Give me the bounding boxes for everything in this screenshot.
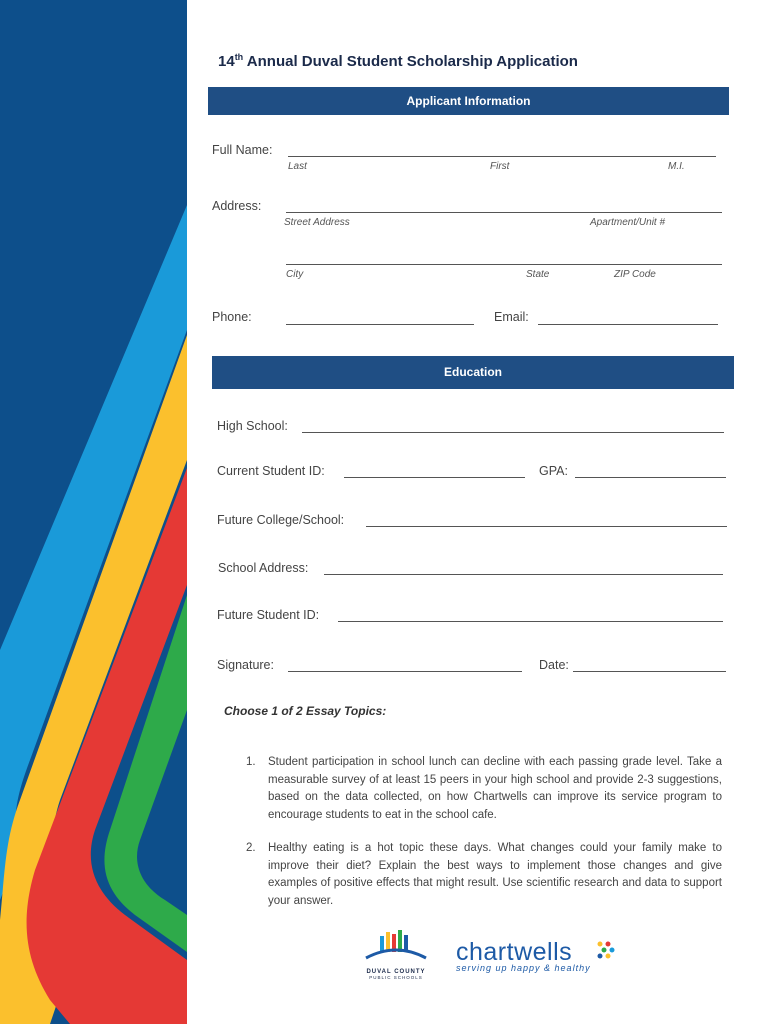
phone-field[interactable] <box>286 324 474 325</box>
chartwells-wordmark: chartwells <box>456 938 573 966</box>
essay-topic-1 <box>246 754 722 824</box>
essay-heading: Choose 1 of 2 Essay Topics: <box>224 704 387 718</box>
essay-topic-text: Student participation in school lunch can decline with each passing grade level. Take a measurable survey of at least 15 peers in your high school and provide 2-3 suggestions, based on the data collected, on how Chartwells can improve its service program to encourage students to eat in the school cafe. <box>268 756 722 821</box>
date-label: Date: <box>539 658 569 672</box>
school-address-field[interactable] <box>324 574 723 575</box>
future-college-field[interactable] <box>366 526 727 527</box>
future-college-label: Future College/School: <box>217 513 345 527</box>
street-address-field[interactable] <box>286 212 722 213</box>
chartwells-dots-icon <box>594 940 616 962</box>
section-header-applicant: Applicant Information <box>208 87 729 115</box>
duval-county-public-schools-logo <box>360 930 432 980</box>
swoosh-graphic <box>0 0 187 1024</box>
gpa-label: GPA: <box>539 464 568 478</box>
date-field[interactable] <box>573 671 726 672</box>
middle-initial-caption: M.I. <box>668 161 685 172</box>
essay-topic-number: 2. <box>246 842 256 854</box>
form-title: 14th Annual Duval Student Scholarship Application <box>218 52 578 70</box>
city-state-zip-field[interactable] <box>286 264 722 265</box>
address-label: Address: <box>212 199 262 213</box>
gpa-field[interactable] <box>575 477 726 478</box>
essay-topic-text: Healthy eating is a hot topic these days. What changes could your family make to improve their diet? Explain the best ways to implement those changes and give examples of positive effects that might result. Use scientific research and data to support your answer. <box>268 842 722 907</box>
chartwells-tagline: serving up happy & healthy <box>456 963 591 973</box>
first-name-caption: First <box>490 161 510 172</box>
email-field[interactable] <box>538 324 718 325</box>
street-address-caption: Street Address <box>284 217 350 228</box>
high-school-label: High School: <box>217 419 288 433</box>
dcps-emblem-icon <box>360 930 432 964</box>
full-name-field[interactable] <box>288 156 716 157</box>
state-caption: State <box>526 269 550 280</box>
school-address-label: School Address: <box>218 561 309 575</box>
dcps-logo-line1: DUVAL COUNTY <box>366 969 426 975</box>
current-student-id-label: Current Student ID: <box>217 464 325 478</box>
essay-topic-number: 1. <box>246 756 256 768</box>
section-header-education: Education <box>212 356 734 389</box>
current-student-id-field[interactable] <box>344 477 525 478</box>
essay-topic-2 <box>246 840 722 910</box>
full-name-label: Full Name: <box>212 143 273 157</box>
decorative-side-panel <box>0 0 187 1024</box>
phone-label: Phone: <box>212 310 252 324</box>
signature-field[interactable] <box>288 671 522 672</box>
future-student-id-field[interactable] <box>338 621 723 622</box>
dcps-logo-line2: PUBLIC SCHOOLS <box>369 975 423 980</box>
last-name-caption: Last <box>288 161 307 172</box>
city-caption: City <box>286 269 304 280</box>
chartwells-logo <box>456 938 591 973</box>
future-student-id-label: Future Student ID: <box>217 608 320 622</box>
high-school-field[interactable] <box>302 432 724 433</box>
apartment-unit-caption: Apartment/Unit # <box>590 217 666 228</box>
email-label: Email: <box>494 310 529 324</box>
signature-label: Signature: <box>217 658 274 672</box>
zip-code-caption: ZIP Code <box>614 269 656 280</box>
